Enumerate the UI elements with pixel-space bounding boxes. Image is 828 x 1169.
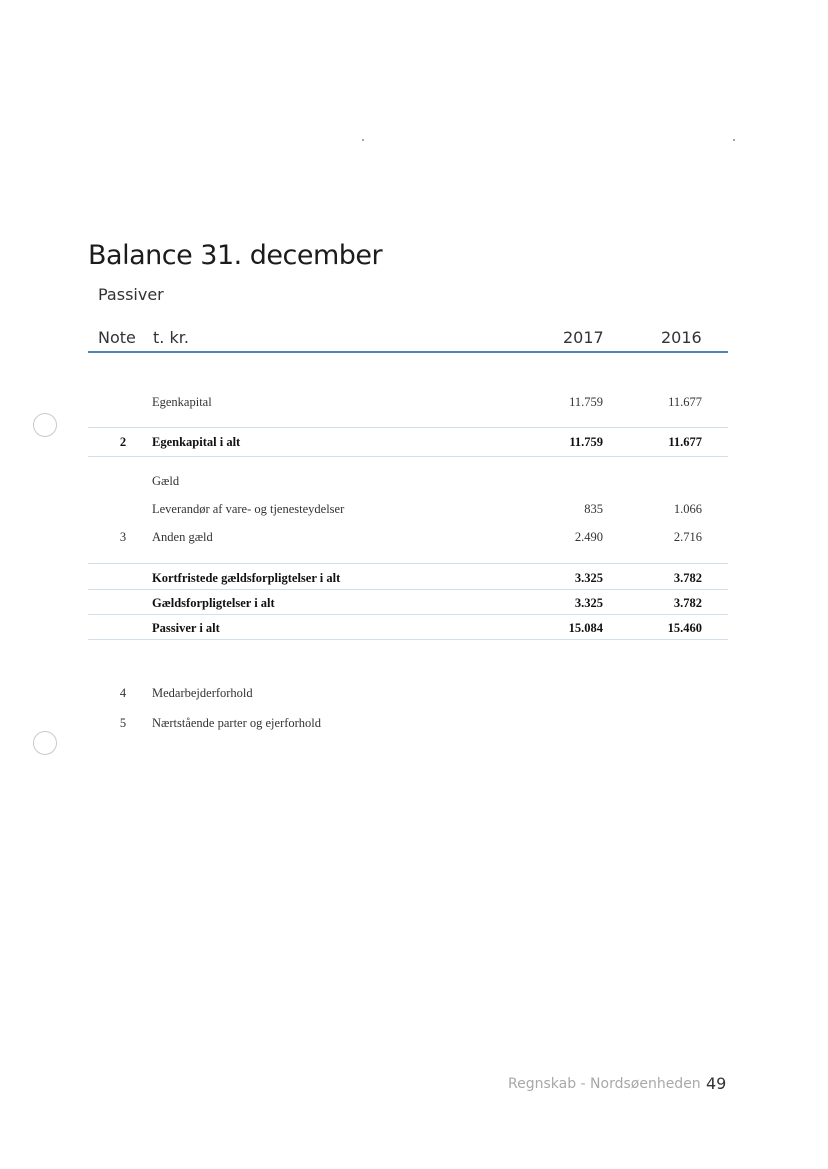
- row-divider: [88, 427, 728, 428]
- row-divider: [88, 456, 728, 457]
- row-value-2016: 3.782: [673, 596, 702, 610]
- row-label: Passiver i alt: [152, 621, 220, 635]
- row-label: Anden gæld: [152, 530, 213, 544]
- row-value-2017: 2.490: [574, 530, 603, 544]
- page-subtitle: Passiver: [98, 285, 164, 304]
- column-header-unit: t. kr.: [153, 328, 189, 347]
- row-label: Egenkapital: [152, 395, 212, 409]
- row-value-2016: 3.782: [673, 571, 702, 585]
- row-divider: [88, 639, 728, 640]
- note-number: 5: [119, 716, 127, 730]
- row-label: Gældsforpligtelser i alt: [152, 596, 275, 610]
- row-value-2017: 15.084: [568, 621, 603, 635]
- column-header-2016: 2016: [661, 328, 702, 347]
- row-value-2016: 11.677: [668, 395, 702, 409]
- row-value-2016: 1.066: [673, 502, 702, 516]
- row-divider: [88, 589, 728, 590]
- speck-mark: [733, 139, 735, 141]
- row-value-2017: 3.325: [574, 571, 603, 585]
- row-value-2016: 2.716: [673, 530, 702, 544]
- page-number: 49: [706, 1074, 727, 1093]
- punch-hole: [33, 413, 57, 437]
- note-label: Medarbejderforhold: [152, 686, 253, 700]
- row-value-2017: 11.759: [569, 435, 603, 449]
- row-value-2016: 15.460: [667, 621, 702, 635]
- page-title: Balance 31. december: [88, 240, 383, 271]
- row-divider: [88, 614, 728, 615]
- header-divider: [88, 351, 728, 353]
- row-value-2017: 11.759: [569, 395, 603, 409]
- row-label: Leverandør af vare- og tjenesteydelser: [152, 502, 345, 516]
- row-label: Gæld: [152, 474, 180, 488]
- note-number: 4: [119, 686, 127, 700]
- row-value-2017: 835: [584, 502, 603, 516]
- footer-title: Regnskab - Nordsøenheden: [508, 1076, 701, 1092]
- row-label: Kortfristede gældsforpligtelser i alt: [152, 571, 341, 585]
- row-value-2016: 11.677: [668, 435, 702, 449]
- row-value-2017: 3.325: [574, 596, 603, 610]
- row-label: Egenkapital i alt: [152, 435, 241, 449]
- row-note: 3: [119, 530, 127, 544]
- speck-mark: [362, 139, 364, 141]
- note-label: Nærtstående parter og ejerforhold: [152, 716, 322, 730]
- row-divider: [88, 563, 728, 564]
- punch-hole: [33, 731, 57, 755]
- column-header-2017: 2017: [563, 328, 604, 347]
- column-header-note: Note: [98, 328, 136, 347]
- row-note: 2: [119, 435, 127, 449]
